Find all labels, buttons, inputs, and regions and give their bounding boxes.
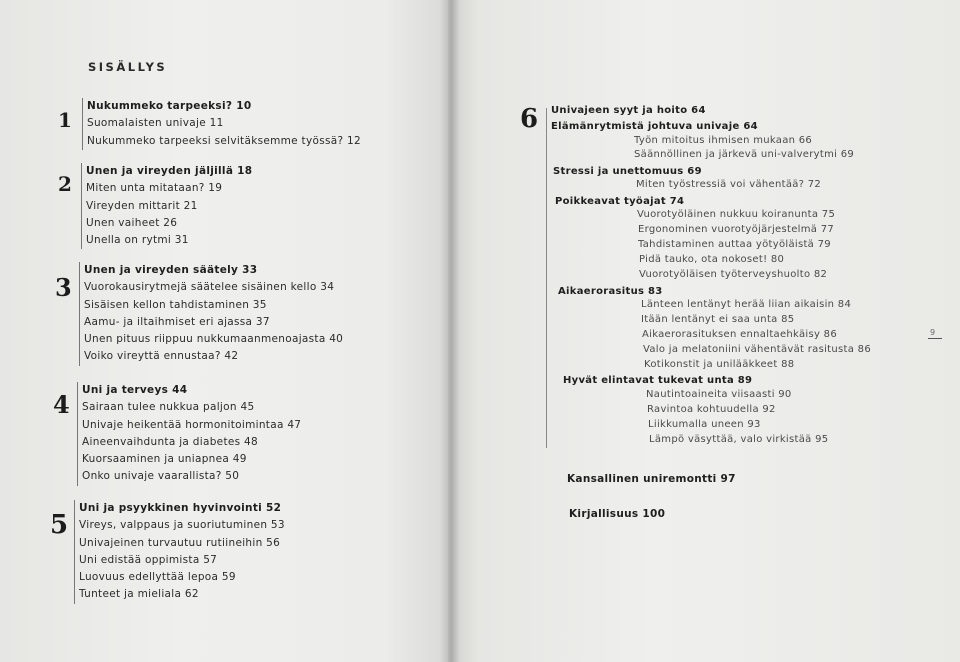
- margin-rule: [928, 338, 942, 339]
- chapter-number: 3: [55, 273, 72, 302]
- toc-entry: Unella on rytmi 31: [86, 234, 189, 247]
- toc-subsection: Itään lentänyt ei saa unta 85: [641, 314, 795, 325]
- chapter-3-entries: [79, 262, 343, 366]
- toc-subsection: Nautintoaineita viisaasti 90: [646, 389, 792, 400]
- chapter-title: Unen ja vireyden jäljillä 18: [86, 165, 253, 177]
- toc-entry: Nukummeko tarpeeksi selvitäksemme työssä? 12: [87, 134, 361, 147]
- toc-subsection: Kotikonstit ja unilääkkeet 88: [644, 359, 795, 370]
- toc-entry: Vireys, valppaus ja suoriutuminen 53: [79, 519, 285, 532]
- toc-subsection: Lämpö väsyttää, valo virkistää 95: [649, 434, 829, 445]
- chapter-title: Uni ja psyykkinen hyvinvointi 52: [79, 502, 282, 514]
- toc-subsection: Tahdistaminen auttaa yötyöläistä 79: [638, 239, 831, 250]
- toc-entry: Univajeinen turvautuu rutiineihin 56: [79, 536, 281, 549]
- toc-subsection: Vuorotyöläisen työterveyshuolto 82: [639, 269, 828, 280]
- toc-subsection: Säännöllinen ja järkevä uni-valverytmi 69: [634, 149, 855, 160]
- toc-subsection: Miten työstressiä voi vähentää? 72: [636, 179, 822, 190]
- chapter-number: 4: [53, 390, 70, 419]
- chapter-6-divider: [546, 108, 547, 448]
- toc-entry: Sairaan tulee nukkua paljon 45: [82, 401, 255, 414]
- toc-section: Elämänrytmistä johtuva univaje 64: [551, 121, 758, 132]
- chapter-title: Nukummeko tarpeeksi? 10: [87, 100, 252, 112]
- chapter-number: 6: [520, 104, 539, 134]
- chapter-number: 2: [58, 172, 72, 196]
- toc-entry: Miten unta mitataan? 19: [86, 182, 223, 195]
- chapter-title: Uni ja terveys 44: [82, 384, 188, 396]
- toc-final-entry: Kansallinen uniremontti 97: [567, 473, 736, 485]
- toc-subsection: Vuorotyöläinen nukkuu koiranunta 75: [637, 209, 836, 220]
- toc-section: Aikaerorasitus 83: [558, 286, 663, 297]
- toc-subsection: Aikaerorasituksen ennaltaehkäisy 86: [642, 329, 838, 340]
- chapter-title: Unen ja vireyden säätely 33: [84, 264, 258, 276]
- toc-section: Poikkeavat työajat 74: [555, 196, 685, 207]
- toc-subsection: Valo ja melatoniini vähentävät rasitusta 86: [643, 344, 871, 355]
- toc-subsection: Pidä tauko, ota nokoset! 80: [639, 254, 785, 265]
- toc-entry: Onko univaje vaarallista? 50: [82, 470, 240, 483]
- toc-heading: SISÄLLYS: [88, 60, 168, 74]
- chapter-title: Univajeen syyt ja hoito 64: [551, 105, 706, 116]
- toc-entry: Sisäisen kellon tahdistaminen 35: [84, 298, 267, 311]
- chapter-5-entries: [74, 500, 285, 604]
- toc-entry: Vireyden mittarit 21: [86, 199, 198, 212]
- toc-entry: Uni edistää oppimista 57: [79, 553, 218, 566]
- toc-entry: Unen vaiheet 26: [86, 216, 178, 229]
- toc-entry: Univaje heikentää hormonitoimintaa 47: [82, 418, 302, 431]
- toc-entry: Luovuus edellyttää lepoa 59: [79, 571, 236, 584]
- toc-entry: Kuorsaaminen ja uniapnea 49: [82, 453, 247, 466]
- toc-final-entry: Kirjallisuus 100: [569, 508, 666, 520]
- book-gutter: [440, 0, 460, 662]
- chapter-4-entries: [77, 382, 301, 486]
- toc-entry: Suomalaisten univaje 11: [87, 117, 224, 130]
- toc-entry: Voiko vireyttä ennustaa? 42: [84, 350, 239, 363]
- toc-entry: Aineenvaihdunta ja diabetes 48: [82, 435, 258, 448]
- chapter-2-entries: [81, 163, 252, 249]
- chapter-1-entries: [82, 98, 361, 150]
- toc-subsection: Ravintoa kohtuudella 92: [647, 404, 776, 415]
- toc-entry: Aamu- ja iltaihmiset eri ajassa 37: [84, 315, 270, 328]
- toc-section: Stressi ja unettomuus 69: [553, 166, 702, 177]
- toc-subsection: Liikkumalla uneen 93: [648, 419, 761, 430]
- margin-mark: 9: [930, 328, 936, 337]
- toc-section: Hyvät elintavat tukevat unta 89: [563, 375, 753, 386]
- toc-subsection: Ergonominen vuorotyöjärjestelmä 77: [638, 224, 835, 235]
- chapter-number: 1: [58, 108, 72, 132]
- toc-entry: Tunteet ja mieliala 62: [79, 588, 199, 601]
- toc-entry: Vuorokausirytmejä säätelee sisäinen kello 34: [84, 281, 335, 294]
- toc-entry: Unen pituus riippuu nukkumaanmenoajasta 40: [84, 333, 344, 346]
- toc-subsection: Länteen lentänyt herää liian aikaisin 84: [641, 299, 852, 310]
- chapter-number: 5: [50, 510, 69, 540]
- toc-subsection: Työn mitoitus ihmisen mukaan 66: [634, 135, 813, 146]
